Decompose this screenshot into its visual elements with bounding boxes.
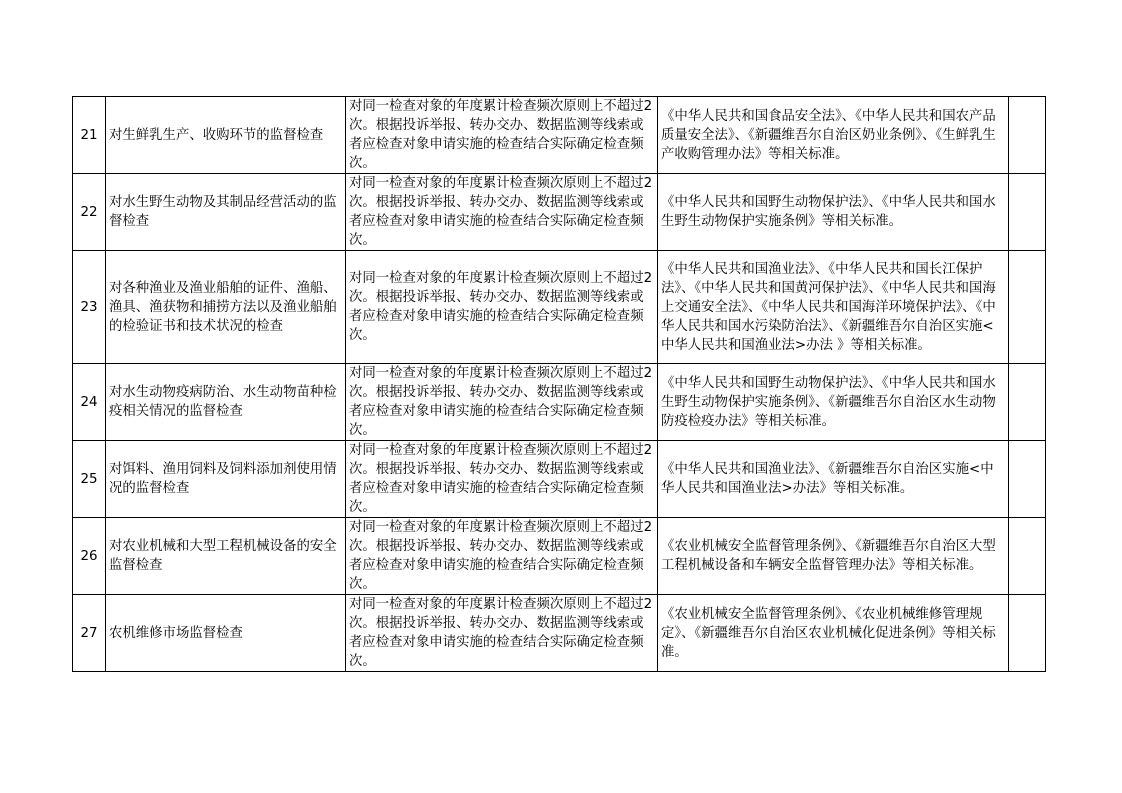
inspection-basis: 《农业机械安全监督管理条例》、《农业机械维修管理规定》、《新疆维吾尔自治区农业机械化促进条例》等相关标准。 [658, 595, 1009, 672]
remarks-cell [1009, 364, 1046, 441]
inspection-item: 对水生动物疫病防治、水生动物苗种检疫相关情况的监督检查 [106, 364, 346, 441]
row-number: 22 [73, 174, 106, 251]
table-row [73, 251, 1046, 364]
inspection-basis: 《中华人民共和国野生动物保护法》、《中华人民共和国水生野生动物保护实施条例》、《新疆维吾尔自治区水生动物防疫检疫办法》等相关标准。 [658, 364, 1009, 441]
inspection-frequency: 对同一检查对象的年度累计检查频次原则上不超过2次。根据投诉举报、转办交办、数据监测等线索或者应检查对象申请实施的检查结合实际确定检查频次。 [346, 595, 658, 672]
inspection-item: 农机维修市场监督检查 [106, 595, 346, 672]
inspection-item: 对饵料、渔用饲料及饲料添加剂使用情况的监督检查 [106, 441, 346, 518]
remarks-cell [1009, 251, 1046, 364]
inspection-item: 对生鲜乳生产、收购环节的监督检查 [106, 97, 346, 174]
remarks-cell [1009, 518, 1046, 595]
inspection-frequency: 对同一检查对象的年度累计检查频次原则上不超过2次。根据投诉举报、转办交办、数据监测等线索或者应检查对象申请实施的检查结合实际确定检查频次。 [346, 364, 658, 441]
table-row [73, 97, 1046, 174]
inspection-basis: 《中华人民共和国渔业法》、《中华人民共和国长江保护法》、《中华人民共和国黄河保护法》、《中华人民共和国海上交通安全法》、《中华人民共和国海洋环境保护法》、《中华人民共和国水污染防治法》、《新疆维吾尔自治区实施<中华人民共和国渔业法>办法 》等相关标准。 [658, 251, 1009, 364]
table-row [73, 441, 1046, 518]
row-number: 24 [73, 364, 106, 441]
table-row [73, 518, 1046, 595]
inspection-item: 对农业机械和大型工程机械设备的安全监督检查 [106, 518, 346, 595]
row-number: 21 [73, 97, 106, 174]
table-row [73, 595, 1046, 672]
table-row [73, 174, 1046, 251]
inspection-basis: 《农业机械安全监督管理条例》、《新疆维吾尔自治区大型工程机械设备和车辆安全监督管理办法》等相关标准。 [658, 518, 1009, 595]
inspection-item: 对水生野生动物及其制品经营活动的监督检查 [106, 174, 346, 251]
row-number: 23 [73, 251, 106, 364]
inspection-frequency: 对同一检查对象的年度累计检查频次原则上不超过2次。根据投诉举报、转办交办、数据监测等线索或者应检查对象申请实施的检查结合实际确定检查频次。 [346, 97, 658, 174]
inspection-basis: 《中华人民共和国食品安全法》、《中华人民共和国农产品质量安全法》、《新疆维吾尔自治区奶业条例》、《生鲜乳生产收购管理办法》等相关标准。 [658, 97, 1009, 174]
table-row [73, 364, 1046, 441]
inspection-frequency: 对同一检查对象的年度累计检查频次原则上不超过2次。根据投诉举报、转办交办、数据监测等线索或者应检查对象申请实施的检查结合实际确定检查频次。 [346, 518, 658, 595]
row-number: 26 [73, 518, 106, 595]
inspection-table [72, 96, 1046, 672]
inspection-basis: 《中华人民共和国野生动物保护法》、《中华人民共和国水生野生动物保护实施条例》等相关标准。 [658, 174, 1009, 251]
row-number: 25 [73, 441, 106, 518]
inspection-item: 对各种渔业及渔业船舶的证件、渔船、渔具、渔获物和捕捞方法以及渔业船舶的检验证书和技术状况的检查 [106, 251, 346, 364]
remarks-cell [1009, 97, 1046, 174]
remarks-cell [1009, 174, 1046, 251]
inspection-basis: 《中华人民共和国渔业法》、《新疆维吾尔自治区实施<中华人民共和国渔业法>办法》等相关标准。 [658, 441, 1009, 518]
inspection-frequency: 对同一检查对象的年度累计检查频次原则上不超过2次。根据投诉举报、转办交办、数据监测等线索或者应检查对象申请实施的检查结合实际确定检查频次。 [346, 251, 658, 364]
remarks-cell [1009, 441, 1046, 518]
remarks-cell [1009, 595, 1046, 672]
inspection-frequency: 对同一检查对象的年度累计检查频次原则上不超过2次。根据投诉举报、转办交办、数据监测等线索或者应检查对象申请实施的检查结合实际确定检查频次。 [346, 441, 658, 518]
inspection-frequency: 对同一检查对象的年度累计检查频次原则上不超过2次。根据投诉举报、转办交办、数据监测等线索或者应检查对象申请实施的检查结合实际确定检查频次。 [346, 174, 658, 251]
row-number: 27 [73, 595, 106, 672]
